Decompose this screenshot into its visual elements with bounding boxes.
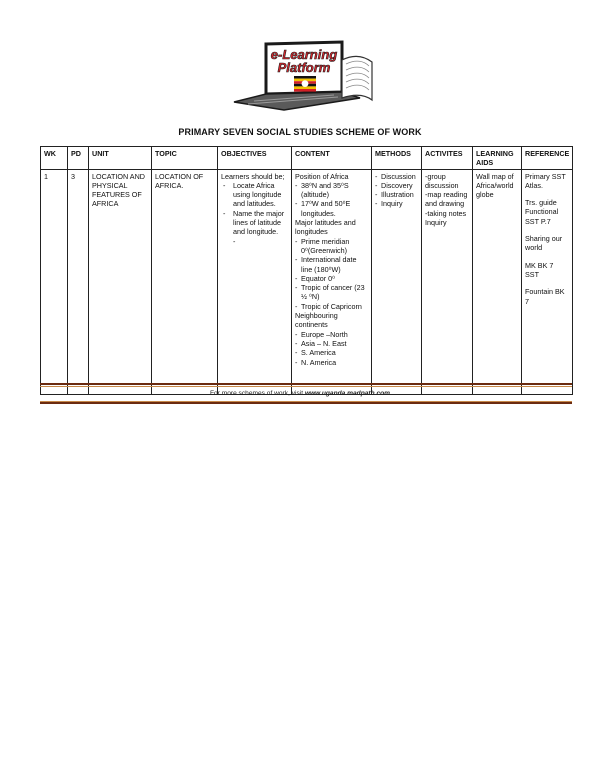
- content-heading-neighbours: Neighbouring continents: [295, 311, 338, 330]
- list-item: - Tropic of cancer (23 ½ ⁰N): [295, 283, 368, 302]
- list-item: - Asia – N. East: [295, 339, 368, 348]
- footer-divider-bottom: [40, 402, 572, 404]
- cell-wk: 1: [41, 169, 68, 394]
- header-methods: METHODS: [372, 147, 422, 170]
- footer-note: [0, 390, 600, 397]
- list-item: - Prime meridian 0⁰(Greenwich): [295, 237, 368, 256]
- cell-reference: [522, 169, 573, 394]
- cell-unit: LOCATION AND PHYSICAL FEATURES OF AFRICA: [89, 169, 152, 394]
- header-wk: WK: [41, 147, 68, 170]
- uganda-flag-icon: [294, 76, 316, 92]
- methods-list: [375, 172, 418, 209]
- list-item: - Europe –North: [295, 330, 368, 339]
- header-content: CONTENT: [292, 147, 372, 170]
- content-list-neighbours: [295, 330, 368, 367]
- footer-divider-top-accent: [40, 386, 572, 387]
- list-item: - Illustration: [375, 190, 418, 199]
- header-reference: REFERENCE: [522, 147, 573, 170]
- header-pd: PD: [68, 147, 89, 170]
- cell-pd: 3: [68, 169, 89, 394]
- list-item: - N. America: [295, 358, 368, 367]
- list-item: Trs. guide Functional SST P.7: [525, 198, 559, 226]
- header-unit: UNIT: [89, 147, 152, 170]
- e-learning-platform-logo: [214, 40, 384, 120]
- laptop-logo-graphic: [214, 40, 384, 120]
- list-item: - Name the major lines of latitude and longitude.: [221, 209, 288, 237]
- content-list-position: [295, 181, 368, 218]
- header-activities: ACTIVITES: [422, 147, 473, 170]
- list-item: - 38⁰N and 35⁰S (altitude): [295, 181, 368, 200]
- list-item: Primary SST Atlas.: [525, 171, 566, 190]
- logo-text-line1: e-Learning: [270, 47, 338, 62]
- list-item: Fountain BK 7: [525, 287, 565, 306]
- content-heading-position: Position of Africa: [295, 171, 349, 181]
- list-item: -map reading and drawing: [425, 190, 468, 209]
- cell-content: [292, 169, 372, 394]
- list-item: Sharing our world: [525, 234, 563, 253]
- objectives-intro: Learners should be;: [221, 171, 285, 181]
- list-item: - Discussion: [375, 172, 418, 181]
- cell-learning-aids: Wall map of Africa/world globe: [473, 169, 522, 394]
- footer-text: For more schemes of work, visit: [209, 390, 305, 397]
- objectives-list: [221, 181, 288, 237]
- list-item: -taking notes: [425, 208, 467, 218]
- cell-activities: [422, 169, 473, 394]
- cell-topic: LOCATION OF AFRICA.: [152, 169, 218, 394]
- list-item: - Locate Africa using longitude and latitudes.: [221, 181, 288, 209]
- table-header-row: [41, 147, 573, 170]
- cell-methods: [372, 169, 422, 394]
- list-item: - S. America: [295, 348, 368, 357]
- list-item: - International date line (180⁰W): [295, 255, 368, 274]
- list-item: - Tropic of Capricorn: [295, 302, 368, 311]
- content-list-major-lines: [295, 237, 368, 311]
- list-item: -group discussion: [425, 171, 459, 190]
- table-row: [41, 169, 573, 394]
- list-item: Inquiry: [425, 218, 447, 228]
- footer-website-link[interactable]: www.uganda.madpath.com: [304, 390, 391, 397]
- list-item: - 17⁰W and 50⁰E longitudes.: [295, 199, 368, 218]
- scheme-of-work-table: [40, 146, 573, 395]
- logo-text-line2: Platform: [277, 60, 331, 75]
- list-item: - Equator 0⁰: [295, 274, 368, 283]
- list-item: - Inquiry: [375, 199, 418, 208]
- header-learning-aids: LEARNING AIDS: [473, 147, 522, 170]
- list-item: - Discovery: [375, 181, 418, 190]
- footer-divider-top: [40, 383, 572, 385]
- objectives-trailing: -: [233, 236, 236, 246]
- header-topic: TOPIC: [152, 147, 218, 170]
- header-objectives: OBJECTIVES: [218, 147, 292, 170]
- content-heading-major-lines: Major latitudes and longitudes: [295, 218, 356, 237]
- list-item: MK BK 7 SST: [525, 260, 554, 279]
- cell-objectives: [218, 169, 292, 394]
- document-title: PRIMARY SEVEN SOCIAL STUDIES SCHEME OF WORK: [178, 127, 422, 137]
